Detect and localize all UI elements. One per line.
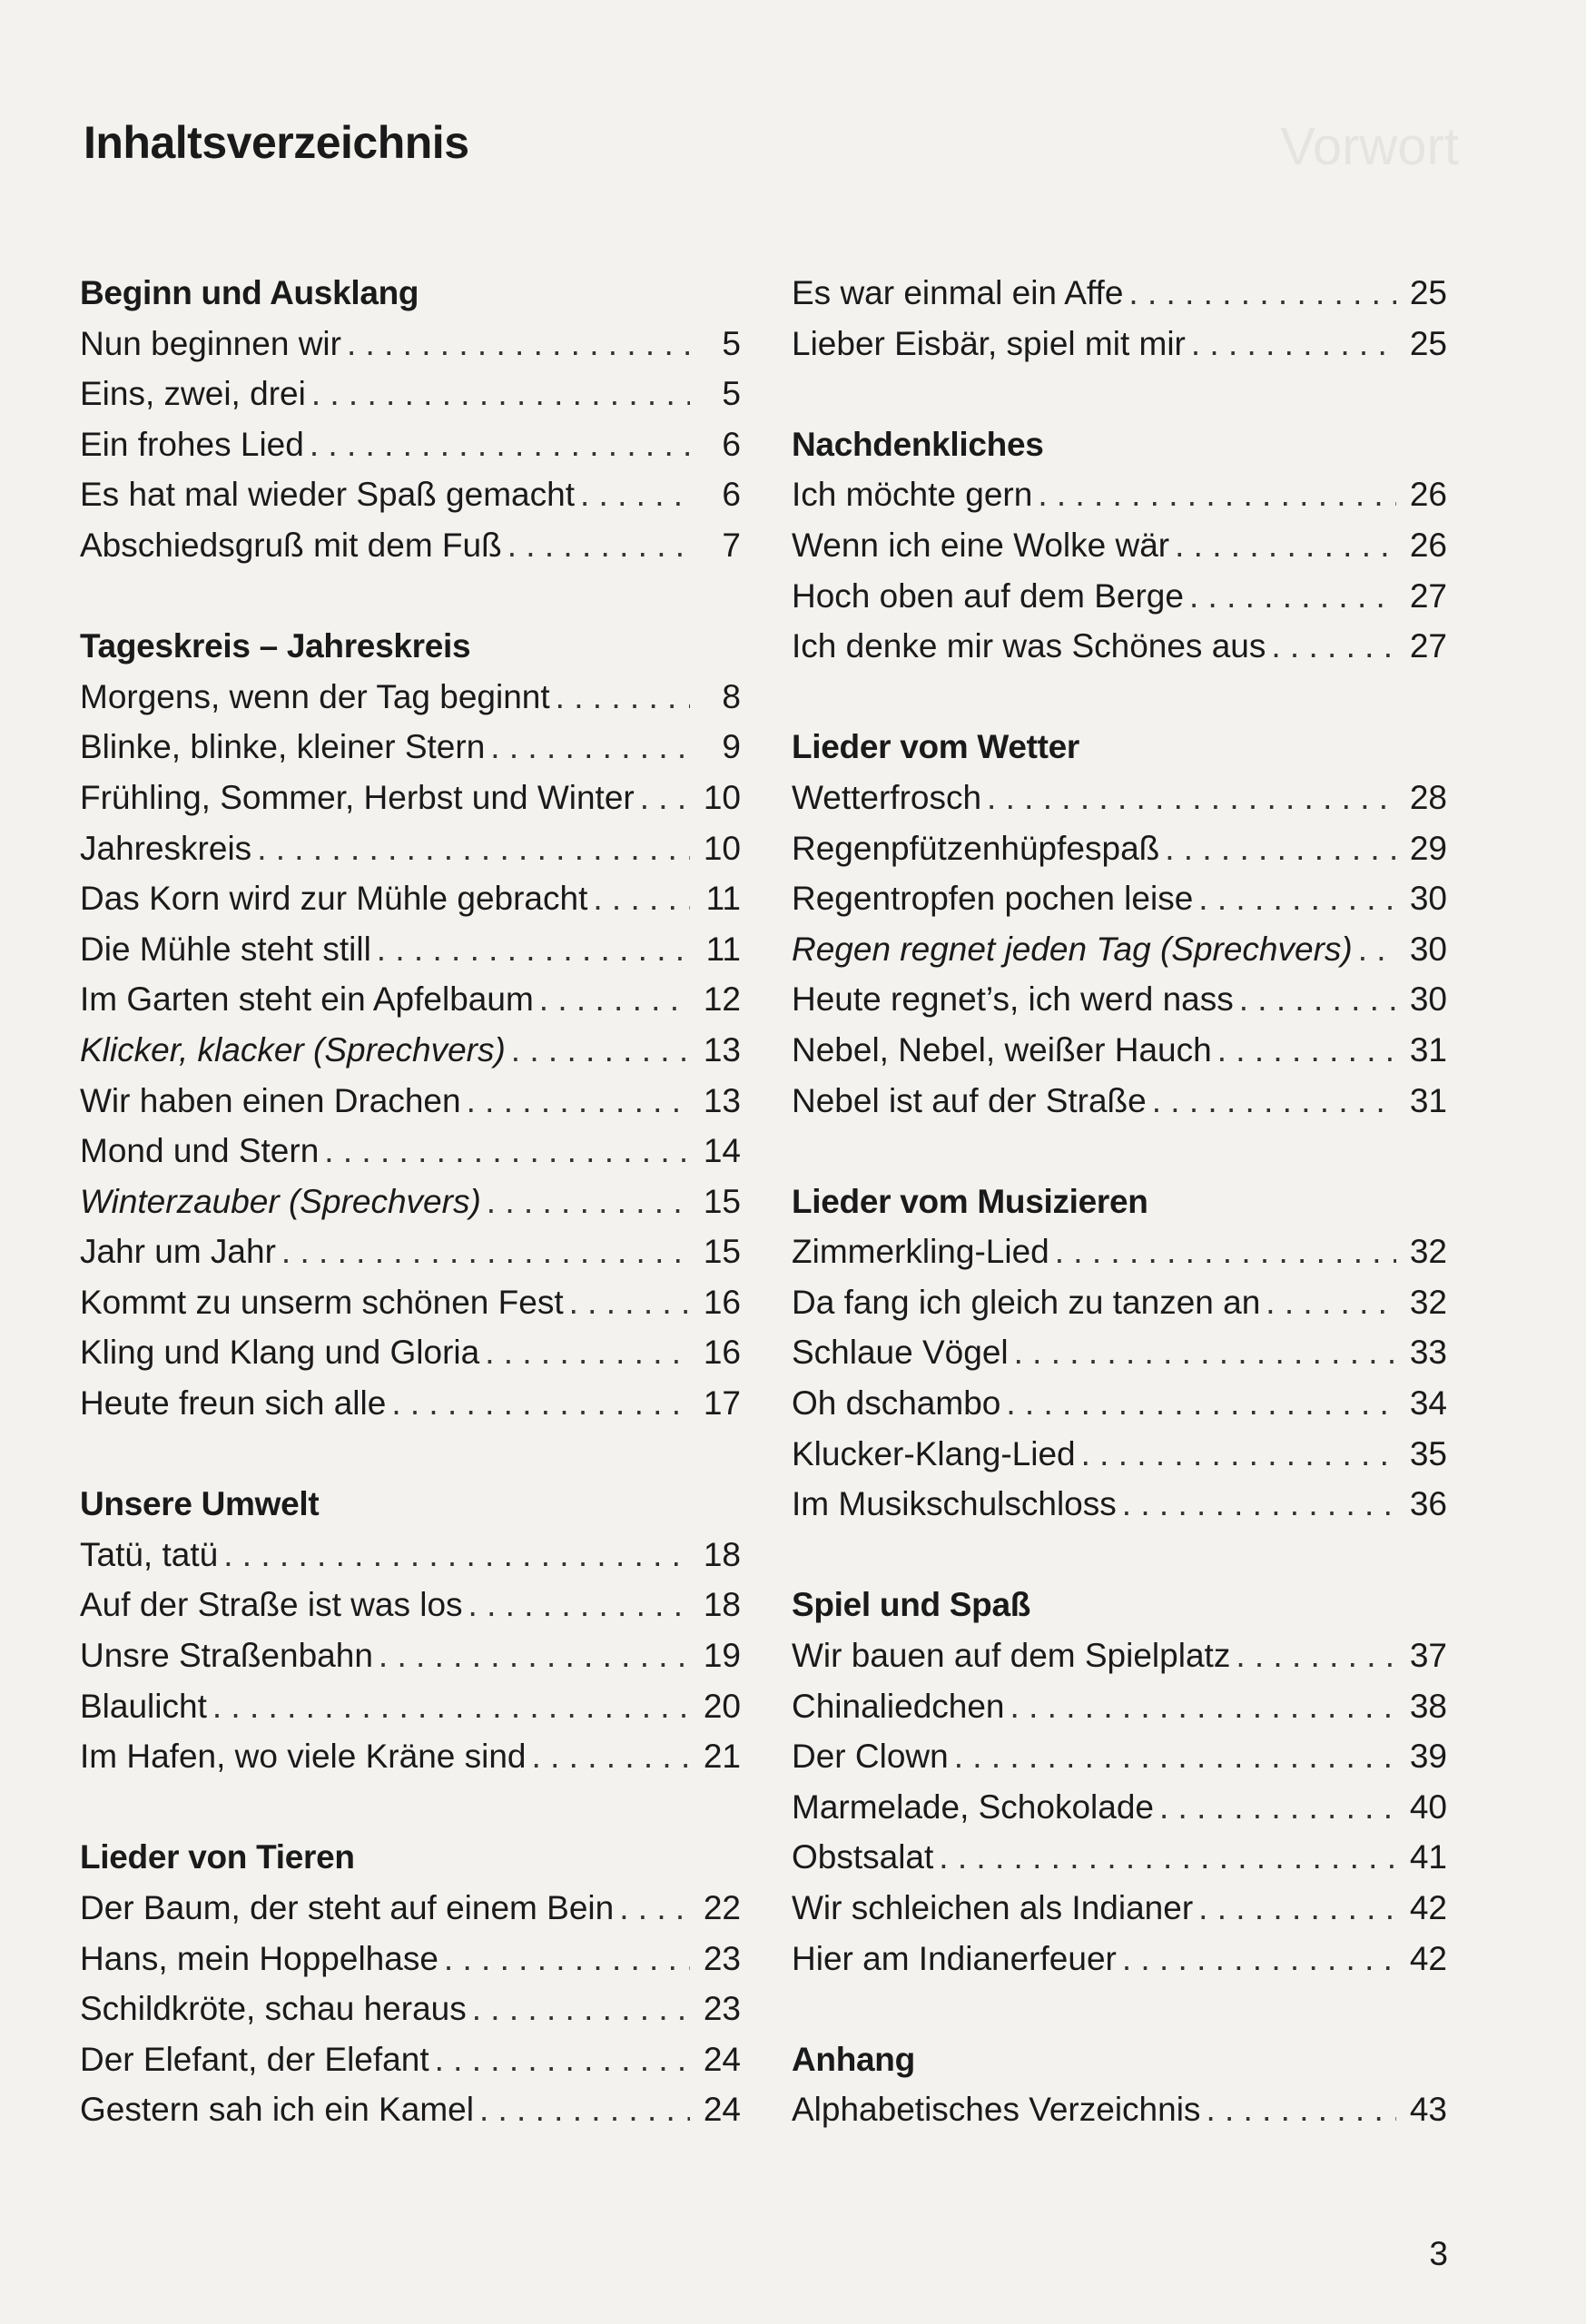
entry-page-number: 28 xyxy=(1409,778,1447,816)
dot-leader xyxy=(1191,319,1396,369)
dot-leader xyxy=(1217,1025,1396,1076)
dot-leader xyxy=(593,873,690,924)
dot-leader xyxy=(257,823,690,874)
toc-entry xyxy=(792,1378,1447,1429)
entry-title: Winterzauber (Sprechvers) xyxy=(80,1182,481,1220)
toc-entry xyxy=(792,823,1447,874)
toc-entry xyxy=(80,1177,741,1227)
toc-entry xyxy=(792,571,1447,622)
entry-title: Das Korn wird zur Mühle gebracht xyxy=(80,880,588,918)
toc-entry xyxy=(80,419,741,470)
entry-page-number: 35 xyxy=(1409,1434,1447,1472)
dot-leader xyxy=(467,1076,690,1127)
toc-entry xyxy=(80,1226,741,1277)
entry-title: Heute freun sich alle xyxy=(80,1384,387,1423)
dot-leader xyxy=(569,1277,690,1328)
dot-leader xyxy=(485,1327,690,1378)
entry-page-number: 9 xyxy=(722,728,741,766)
toc-entry xyxy=(792,1630,1447,1681)
entry-page-number: 29 xyxy=(1409,829,1447,867)
toc-entry xyxy=(792,469,1447,520)
dot-leader xyxy=(939,1832,1396,1883)
toc-entry xyxy=(792,268,1447,319)
entry-title: Wenn ich eine Wolke wär xyxy=(792,526,1170,564)
spacer xyxy=(792,1126,1447,1177)
dot-leader xyxy=(223,1530,690,1581)
section-heading: Nachdenkliches xyxy=(792,425,1044,463)
dot-leader xyxy=(1271,621,1396,672)
entry-title: Unsre Straßenbahn xyxy=(80,1637,373,1675)
dot-leader xyxy=(1159,1782,1396,1833)
entry-page-number: 24 xyxy=(703,2040,741,2078)
entry-page-number: 18 xyxy=(703,1535,741,1573)
entry-page-number: 31 xyxy=(1409,1081,1447,1119)
entry-title: Mond und Stern xyxy=(80,1132,320,1170)
dot-leader xyxy=(1198,873,1396,924)
entry-page-number: 41 xyxy=(1409,1838,1447,1876)
toc-entry xyxy=(80,1580,741,1630)
dot-leader xyxy=(1198,1883,1396,1934)
dot-leader xyxy=(1266,1277,1396,1328)
entry-title: Im Garten steht ein Apfelbaum xyxy=(80,980,534,1019)
dot-leader xyxy=(311,369,690,419)
toc-entry xyxy=(80,1378,741,1429)
toc-entry xyxy=(792,1883,1447,1934)
dot-leader xyxy=(212,1681,690,1732)
entry-page-number: 13 xyxy=(703,1030,741,1068)
dot-leader xyxy=(444,1934,690,1984)
entry-title: Hans, mein Hoppelhase xyxy=(80,1939,438,1977)
entry-title: Im Hafen, wo viele Kräne sind xyxy=(80,1738,527,1776)
entry-page-number: 26 xyxy=(1409,526,1447,564)
entry-title: Obstsalat xyxy=(792,1838,934,1876)
dot-leader xyxy=(281,1226,690,1277)
toc-entry xyxy=(792,1277,1447,1328)
toc-entry xyxy=(80,1681,741,1732)
entry-title: Wir schleichen als Indianer xyxy=(792,1889,1194,1926)
entry-page-number: 15 xyxy=(703,1233,741,1271)
toc-entry xyxy=(792,520,1447,571)
entry-page-number: 11 xyxy=(705,880,741,918)
entry-title: Da fang ich gleich zu tanzen an xyxy=(792,1283,1261,1321)
entry-title: Blaulicht xyxy=(80,1687,207,1725)
entry-title: Eins, zwei, drei xyxy=(80,375,306,413)
toc-entry xyxy=(792,1327,1447,1378)
entry-page-number: 39 xyxy=(1409,1738,1447,1776)
toc-entry xyxy=(80,1277,741,1328)
entry-page-number: 30 xyxy=(1409,930,1447,968)
entry-page-number: 38 xyxy=(1409,1687,1447,1725)
toc-entry xyxy=(80,469,741,520)
dot-leader xyxy=(1358,924,1396,975)
toc-entry xyxy=(792,1681,1447,1732)
dot-leader xyxy=(507,520,690,571)
section-heading: Lieder vom Musizieren xyxy=(792,1182,1148,1220)
toc-entry xyxy=(80,722,741,773)
dot-leader xyxy=(1239,974,1396,1025)
toc-entry xyxy=(792,773,1447,823)
entry-title: Ich möchte gern xyxy=(792,476,1033,514)
entry-title: Wetterfrosch xyxy=(792,778,982,816)
spacer xyxy=(80,1429,741,1480)
entry-title: Nun beginnen wir xyxy=(80,324,341,362)
section-heading: Lieder von Tieren xyxy=(80,1838,355,1876)
toc-entry xyxy=(80,520,741,571)
entry-page-number: 6 xyxy=(722,476,741,514)
toc-entry xyxy=(80,773,741,823)
entry-title: Jahreskreis xyxy=(80,829,252,867)
entry-page-number: 32 xyxy=(1409,1233,1447,1271)
entry-page-number: 40 xyxy=(1409,1787,1447,1826)
dot-leader xyxy=(640,773,690,823)
entry-title: Tatü, tatü xyxy=(80,1535,219,1573)
toc-entry xyxy=(80,1883,741,1934)
entry-page-number: 15 xyxy=(703,1182,741,1220)
section-heading: Lieder vom Wetter xyxy=(792,728,1080,766)
entry-title: Nebel ist auf der Straße xyxy=(792,1081,1147,1119)
entry-page-number: 23 xyxy=(703,1990,741,2028)
entry-title: Alphabetisches Verzeichnis xyxy=(792,2091,1201,2129)
entry-title: Der Baum, der steht auf einem Bein xyxy=(80,1889,615,1926)
toc-entry xyxy=(80,672,741,723)
entry-title: Schlaue Vögel xyxy=(792,1334,1009,1372)
dot-leader xyxy=(1165,823,1396,874)
toc-entry xyxy=(792,974,1447,1025)
toc-entry xyxy=(792,2084,1447,2135)
page-title: Inhaltsverzeichnis xyxy=(84,117,469,168)
entry-title: Klucker-Klang-Lied xyxy=(792,1434,1076,1472)
entry-title: Heute regnet’s, ich werd nass xyxy=(792,980,1234,1019)
toc-entry xyxy=(80,1126,741,1177)
toc-entry xyxy=(80,369,741,419)
section-heading: Anhang xyxy=(792,2040,915,2078)
entry-page-number: 30 xyxy=(1409,880,1447,918)
toc-entry xyxy=(792,319,1447,369)
entry-page-number: 16 xyxy=(703,1283,741,1321)
dot-leader xyxy=(619,1883,690,1934)
entry-page-number: 27 xyxy=(1409,627,1447,665)
toc-left-column xyxy=(80,268,741,2135)
bleed-through-text: Vorwort xyxy=(1280,117,1459,176)
dot-leader xyxy=(468,1580,690,1630)
entry-title: Regentropfen pochen leise xyxy=(792,880,1194,918)
dot-leader xyxy=(1081,1429,1396,1480)
entry-title: Hoch oben auf dem Berge xyxy=(792,576,1184,615)
entry-title: Schildkröte, schau heraus xyxy=(80,1990,467,2028)
dot-leader xyxy=(556,672,690,723)
dot-leader xyxy=(1152,1076,1396,1127)
dot-leader xyxy=(379,1630,690,1681)
dot-leader xyxy=(1055,1226,1396,1277)
entry-page-number: 16 xyxy=(703,1334,741,1372)
entry-title: Kling und Klang und Gloria xyxy=(80,1334,480,1372)
entry-title: Zimmerkling-Lied xyxy=(792,1233,1049,1271)
entry-title: Jahr um Jahr xyxy=(80,1233,276,1271)
entry-page-number: 8 xyxy=(722,677,741,715)
entry-page-number: 22 xyxy=(703,1889,741,1926)
entry-page-number: 25 xyxy=(1409,274,1447,311)
dot-leader xyxy=(1122,1479,1396,1530)
toc-entry xyxy=(80,1984,741,2034)
entry-page-number: 6 xyxy=(722,425,741,463)
section-heading: Spiel und Spaß xyxy=(792,1586,1031,1624)
dot-leader xyxy=(580,469,690,520)
toc-entry xyxy=(792,1782,1447,1833)
entry-title: Oh dschambo xyxy=(792,1384,1001,1423)
toc-entry xyxy=(792,1429,1447,1480)
dot-leader xyxy=(1122,1934,1396,1984)
dot-leader xyxy=(1236,1630,1396,1681)
dot-leader xyxy=(1038,469,1396,520)
entry-page-number: 20 xyxy=(703,1687,741,1725)
dot-leader xyxy=(479,2084,690,2135)
dot-leader xyxy=(987,773,1396,823)
spacer xyxy=(792,1984,1447,2034)
entry-page-number: 25 xyxy=(1409,324,1447,362)
entry-page-number: 5 xyxy=(722,375,741,413)
dot-leader xyxy=(490,722,690,773)
entry-title: Morgens, wenn der Tag beginnt xyxy=(80,677,550,715)
toc-entry xyxy=(80,924,741,975)
toc-entry xyxy=(80,823,741,874)
entry-page-number: 30 xyxy=(1409,980,1447,1019)
toc-entry xyxy=(792,1934,1447,1984)
entry-title: Lieber Eisbär, spiel mit mir xyxy=(792,324,1186,362)
toc-entry xyxy=(80,319,741,369)
dot-leader xyxy=(1189,571,1396,622)
entry-title: Gestern sah ich ein Kamel xyxy=(80,2091,474,2129)
entry-page-number: 43 xyxy=(1409,2091,1447,2129)
spacer xyxy=(792,672,1447,723)
toc-entry xyxy=(80,2084,741,2135)
entry-title: Die Mühle steht still xyxy=(80,930,371,968)
toc-entry xyxy=(792,1731,1447,1782)
dot-leader xyxy=(1010,1681,1396,1732)
entry-title: Ein frohes Lied xyxy=(80,425,304,463)
dot-leader xyxy=(1128,268,1396,319)
section-heading: Unsere Umwelt xyxy=(80,1485,320,1523)
dot-leader xyxy=(1006,1378,1396,1429)
dot-leader xyxy=(472,1984,690,2034)
entry-page-number: 21 xyxy=(703,1738,741,1776)
spacer xyxy=(792,1530,1447,1581)
entry-page-number: 37 xyxy=(1409,1637,1447,1675)
entry-page-number: 42 xyxy=(1409,1939,1447,1977)
spacer xyxy=(80,571,741,622)
toc-entry xyxy=(792,621,1447,672)
entry-title: Wir bauen auf dem Spielplatz xyxy=(792,1637,1231,1675)
entry-page-number: 31 xyxy=(1409,1030,1447,1068)
entry-title: Regen regnet jeden Tag (Sprechvers) xyxy=(792,930,1353,968)
entry-page-number: 12 xyxy=(703,980,741,1019)
toc-entry xyxy=(792,873,1447,924)
entry-title: Klicker, klacker (Sprechvers) xyxy=(80,1030,506,1068)
dot-leader xyxy=(487,1177,690,1227)
toc-entry xyxy=(80,1731,741,1782)
dot-leader xyxy=(435,2034,690,2085)
entry-page-number: 19 xyxy=(703,1637,741,1675)
entry-title: Wir haben einen Drachen xyxy=(80,1081,461,1119)
entry-page-number: 11 xyxy=(705,930,741,968)
entry-title: Hier am Indianerfeuer xyxy=(792,1939,1117,1977)
entry-title: Der Clown xyxy=(792,1738,949,1776)
toc-entry xyxy=(792,924,1447,975)
toc-entry xyxy=(80,1076,741,1127)
entry-page-number: 36 xyxy=(1409,1485,1447,1523)
dot-leader xyxy=(310,419,690,470)
dot-leader xyxy=(1014,1327,1396,1378)
section-heading: Tageskreis – Jahreskreis xyxy=(80,627,471,665)
dot-leader xyxy=(511,1025,690,1076)
dot-leader xyxy=(347,319,690,369)
spacer xyxy=(80,1782,741,1833)
toc-entry xyxy=(80,1934,741,1984)
dot-leader xyxy=(954,1731,1396,1782)
toc-entry xyxy=(792,1226,1447,1277)
spacer xyxy=(792,369,1447,419)
entry-page-number: 42 xyxy=(1409,1889,1447,1926)
toc-entry xyxy=(792,1479,1447,1530)
entry-page-number: 5 xyxy=(722,324,741,362)
dot-leader xyxy=(532,1731,690,1782)
entry-title: Es war einmal ein Affe xyxy=(792,274,1124,311)
entry-page-number: 27 xyxy=(1409,576,1447,615)
dot-leader xyxy=(1206,2084,1396,2135)
entry-title: Chinaliedchen xyxy=(792,1687,1005,1725)
dot-leader xyxy=(539,974,690,1025)
entry-title: Frühling, Sommer, Herbst und Winter xyxy=(80,778,635,816)
entry-page-number: 34 xyxy=(1409,1384,1447,1423)
toc-entry xyxy=(80,974,741,1025)
entry-page-number: 24 xyxy=(703,2091,741,2129)
entry-page-number: 17 xyxy=(703,1384,741,1423)
entry-page-number: 26 xyxy=(1409,476,1447,514)
toc-entry xyxy=(80,873,741,924)
entry-title: Es hat mal wieder Spaß gemacht xyxy=(80,476,575,514)
entry-page-number: 10 xyxy=(703,829,741,867)
toc-entry xyxy=(80,1327,741,1378)
entry-title: Abschiedsgruß mit dem Fuß xyxy=(80,526,502,564)
toc-entry xyxy=(792,1025,1447,1076)
dot-leader xyxy=(377,924,690,975)
entry-title: Im Musikschulschloss xyxy=(792,1485,1117,1523)
toc-right-column xyxy=(792,268,1447,2135)
entry-title: Regenpfützenhüpfespaß xyxy=(792,829,1160,867)
entry-title: Marmelade, Schokolade xyxy=(792,1787,1154,1826)
entry-title: Ich denke mir was Schönes aus xyxy=(792,627,1266,665)
toc-entry xyxy=(80,1025,741,1076)
entry-page-number: 14 xyxy=(703,1132,741,1170)
dot-leader xyxy=(391,1378,690,1429)
entry-page-number: 23 xyxy=(703,1939,741,1977)
toc-entry xyxy=(792,1076,1447,1127)
toc-entry xyxy=(80,1530,741,1581)
entry-page-number: 10 xyxy=(703,778,741,816)
entry-page-number: 13 xyxy=(703,1081,741,1119)
entry-title: Kommt zu unserm schönen Fest xyxy=(80,1283,564,1321)
entry-title: Der Elefant, der Elefant xyxy=(80,2040,429,2078)
dot-leader xyxy=(1175,520,1396,571)
section-heading: Beginn und Ausklang xyxy=(80,274,419,311)
entry-title: Auf der Straße ist was los xyxy=(80,1586,463,1624)
entry-page-number: 18 xyxy=(703,1586,741,1624)
toc-entry xyxy=(80,2034,741,2085)
toc-entry xyxy=(792,1832,1447,1883)
entry-page-number: 32 xyxy=(1409,1283,1447,1321)
entry-title: Nebel, Nebel, weißer Hauch xyxy=(792,1030,1212,1068)
page-number: 3 xyxy=(1429,2235,1448,2272)
toc-entry xyxy=(80,1630,741,1681)
dot-leader xyxy=(324,1126,690,1177)
entry-page-number: 33 xyxy=(1409,1334,1447,1372)
entry-page-number: 7 xyxy=(722,526,741,564)
entry-title: Blinke, blinke, kleiner Stern xyxy=(80,728,486,766)
